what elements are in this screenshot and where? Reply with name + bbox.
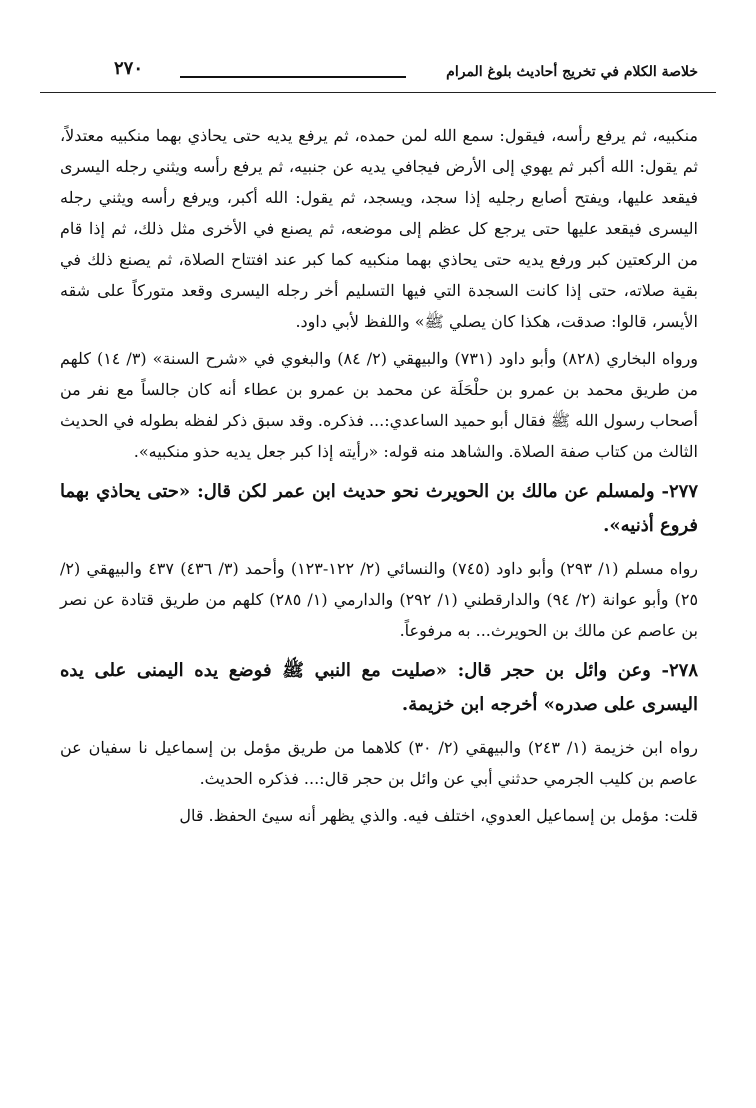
- hadith-277: ٢٧٧- ولمسلم عن مالك بن الحويرث نحو حديث ابن عمر لكن قال: «حتى يحاذي بهما فروع أذنيه».: [60, 481, 698, 536]
- page-number: ٢٧٠: [114, 58, 144, 79]
- header-rule: [40, 92, 716, 93]
- header-dash-line: [180, 76, 406, 78]
- takhrij-276: ورواه البخاري (٨٢٨) وأبو داود (٧٣١) والبيهقي (٢/ ٨٤) والبغوي في «شرح السنة» (٣/ ١٤) كلهم من طريق محمد بن عمرو بن حلْحَلَة عن محمد بن عمرو بن عطاء أنه كان جالساً مع نفر من أصحاب رسول الله ﷺ فقال أبو حميد الساعدي:... فذكره. وقد سبق ذكر لفظه بطوله في الحديث الثالث من كتاب صفة الصلاة. والشاهد منه قوله: «رأيته إذا كبر جعل يديه حذو منكبيه».: [60, 349, 699, 461]
- author-note: قلت: مؤمل بن إسماعيل العدوي، اختلف فيه. والذي يظهر أنه سيئ الحفظ. قال: [179, 806, 698, 825]
- page-body: [60, 120, 698, 831]
- hadith-276-continuation: منكبيه، ثم يرفع رأسه، فيقول: سمع الله لمن حمده، ثم يرفع يديه حتى يحاذي بهما منكبيه معتدلاً، ثم يقول: الله أكبر ثم يهوي إلى الأرض فيجافي يديه عن جنبيه، ثم يرفع رأسه ويثني رجله اليسرى فيقعد عليها، ويفتح أصابع رجليه إذا سجد، ويسجد، ثم يقول: الله أكبر، ويرفع رأسه ويثني رجله اليسرى فيقعد عليها حتى يرجع كل عظم إلى موضعه، ثم يصنع في الأخرى مثل ذلك، ثم إذا قام من الركعتين كبر ورفع يديه حتى يحاذي بهما منكبيه كما كبر عند افتتاح الصلاة، ثم يصنع ذلك في بقية صلاته، حتى إذا كانت السجدة التي فيها التسليم أخر رجله اليسرى وقعد متوركاً على شقه الأيسر، قالوا: صدقت، هكذا كان يصلي ﷺ» واللفظ لأبي داود.: [60, 126, 698, 331]
- hadith-278: ٢٧٨- وعن وائل بن حجر قال: «صليت مع النبي ﷺ فوضع يده اليمنى على يده اليسرى على صدره» أخرجه ابن خزيمة.: [60, 660, 698, 715]
- book-page: [40, 40, 716, 1090]
- book-title: خلاصة الكلام في تخريج أحاديث بلوغ المرام: [446, 64, 698, 80]
- running-header: [40, 40, 716, 92]
- takhrij-277: رواه مسلم (١/ ٢٩٣) وأبو داود (٧٤٥) والنسائي (٢/ ١٢٢-١٢٣) وأحمد (٣/ ٤٣٦) ٤٣٧ والبيهقي (٢/ ٢٥) وأبو عوانة (٢/ ٩٤) والدارقطني (١/ ٢٩٢) والدارمي (١/ ٢٨٥) كلهم من طريق قتادة عن نصر بن عاصم عن مالك بن الحويرث... به مرفوعاً.: [60, 559, 699, 640]
- takhrij-278: رواه ابن خزيمة (١/ ٢٤٣) والبيهقي (٢/ ٣٠) كلاهما من طريق مؤمل بن إسماعيل نا سفيان عن عاصم بن كليب الجرمي حدثني أبي عن وائل بن حجر قال:... فذكره الحديث.: [60, 738, 698, 788]
